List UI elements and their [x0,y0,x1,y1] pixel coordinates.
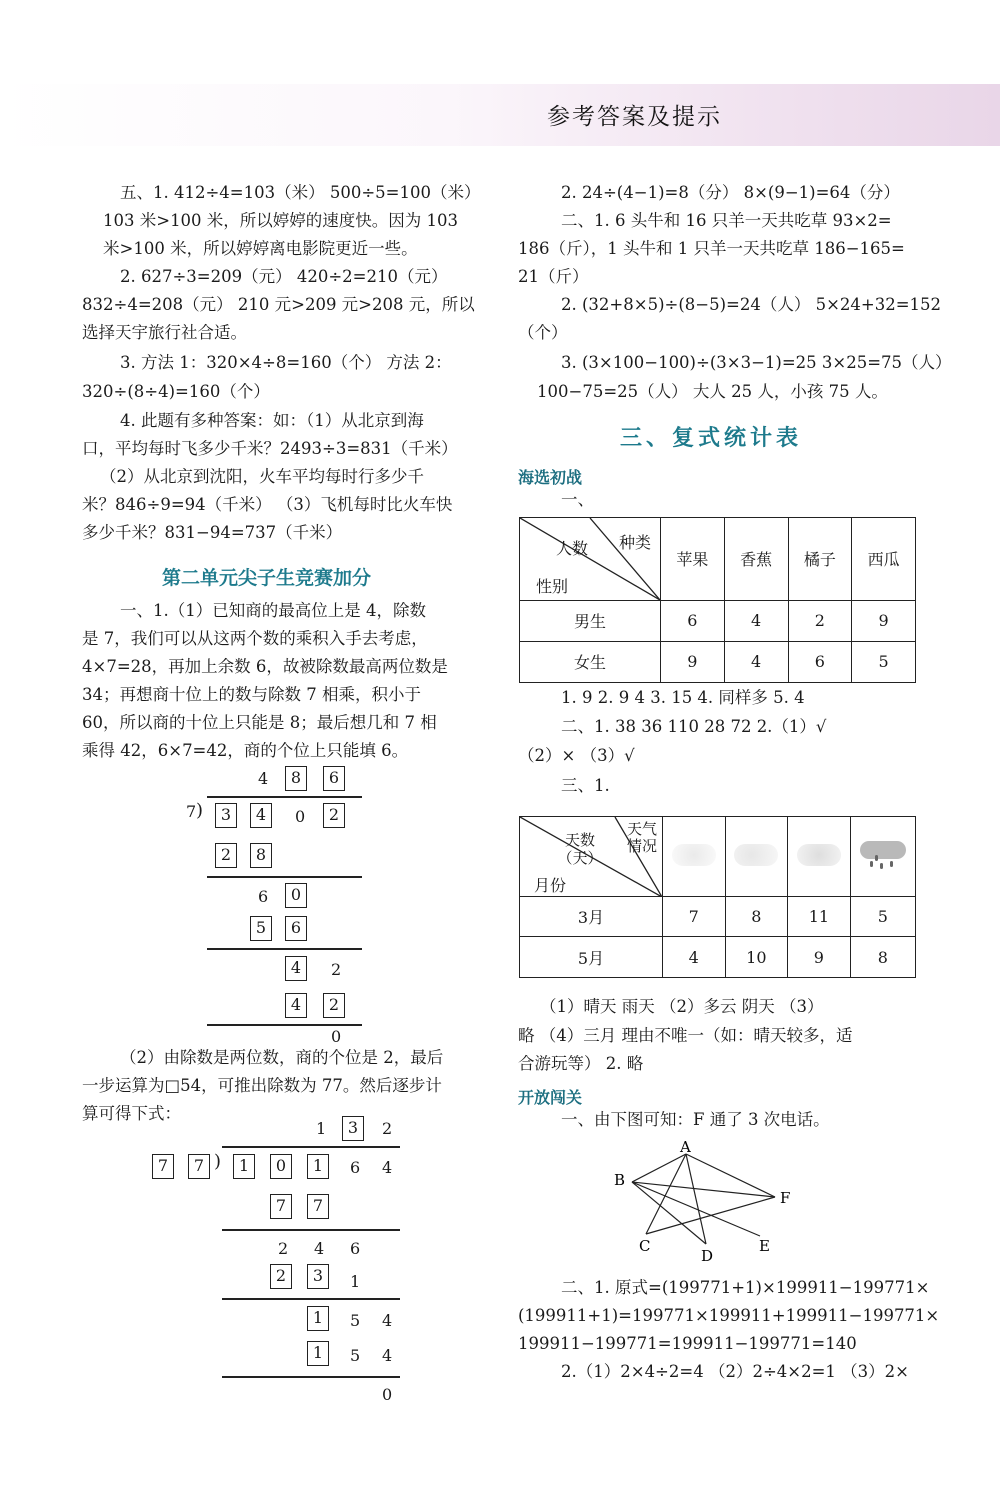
section-title-unit2: 第二单元尖子生竞赛加分 [162,567,372,589]
step-digit: 2 [331,960,342,979]
step-digit: 4 [382,1346,393,1365]
step-box: 4 [285,993,307,1018]
remainder: 0 [331,1027,342,1046]
text-line: 三、1. [561,776,610,795]
dividend-box: 3 [215,803,237,828]
text-line: 二、1. 6 头牛和 16 只羊一天共吃草 93×2= [561,211,892,230]
step-line [222,1229,400,1231]
step-box: 0 [285,883,307,908]
division-bar [207,796,362,798]
stats-table-fruit [519,517,916,683]
step-box: 7 [270,1194,292,1219]
row-label: 3月 [520,897,663,937]
step-line [207,1024,362,1026]
divisor-box: 7 [152,1154,174,1179]
node-label-f: F [780,1189,791,1207]
text-line: 60，所以商的十位上只能是 8；最后想几和 7 相 [82,713,437,732]
corner-label-bottom: 月份 [534,876,567,895]
phone-call-graph [610,1140,830,1265]
table-cell: 2 [788,600,852,641]
step-digit: 6 [258,887,269,906]
division-bar [222,1146,400,1148]
text-line: 34；再想商十位上的数与除数 7 相乘，积小于 [82,685,421,704]
table-cell: 7 [663,897,726,937]
step-box: 4 [285,956,307,981]
label-haixuan: 海选初战 [518,468,583,487]
step-digit: 1 [350,1272,361,1291]
text-line: （2）由除数是两位数，商的个位是 2，最后 [120,1048,444,1067]
table-cell: 6 [788,641,852,682]
table-header: 西瓜 [852,518,916,601]
table-row [520,937,916,978]
node-label-d: D [701,1247,714,1265]
table-cell: 6 [661,600,725,641]
text-line: 合游玩等） 2. 略 [518,1054,644,1073]
corner-label-bottom: 性别 [536,577,569,596]
step-digit: 4 [382,1311,393,1330]
node-label-a: A [680,1140,691,1156]
cloudy-icon [725,817,788,897]
step-line [222,1376,400,1378]
row-label: 女生 [520,641,661,682]
text-line: 算可得下式： [82,1104,181,1123]
corner-label-top: 种类 [619,533,652,552]
node-label-e: E [759,1237,770,1255]
text-line: 103 米>100 米，所以婷婷的速度快。因为 103 [103,211,459,230]
step-digit: 2 [278,1239,289,1258]
text-line: （2）× （3）√ [518,746,635,765]
step-box: 8 [250,843,272,868]
stats-table-weather [519,816,916,978]
dividend-box: 1 [307,1154,329,1179]
step-box: 1 [307,1306,329,1331]
dividend-box: 0 [270,1154,292,1179]
step-line [207,876,362,878]
division-bracket: ) [214,1151,222,1172]
step-box: 2 [270,1264,292,1289]
table-cell: 5 [852,641,916,682]
dividend-box: 4 [250,803,272,828]
table-cell: 8 [850,937,915,978]
step-digit: 6 [350,1239,361,1258]
row-label: 男生 [520,600,661,641]
dividend-digit: 4 [382,1158,393,1177]
text-line: 乘得 42，6×7=42，商的个位上只能填 6。 [82,741,409,760]
text-line: 五、1. 412÷4=103（米） 500÷5=100（米） [120,183,481,202]
step-box: 5 [250,916,272,941]
table-cell: 8 [725,897,788,937]
text-line: 米>100 米，所以婷婷离电影院更近一些。 [103,239,418,258]
section-title-unit3: 三、复式统计表 [620,426,803,451]
corner-label-top: 天气情况 [626,820,657,855]
quotient-box: 8 [285,766,307,791]
text-line: 2.（1）2×4÷2=4 （2）2÷4×2=1 （3）2× [561,1362,909,1381]
text-line: 二、1. 原式=(199771+1)×199911−199771× [561,1278,930,1297]
quotient-digit: 2 [382,1119,393,1138]
quotient-digit: 4 [258,769,269,788]
node-label-c: C [639,1237,651,1255]
step-box: 7 [307,1194,329,1219]
table-cell: 4 [663,937,726,978]
sunny-icon [663,817,726,897]
text-line: 二、1. 38 36 110 28 72 2.（1）√ [561,717,827,736]
divisor: 7 [186,802,197,821]
table-header: 橘子 [788,518,852,601]
corner-label-mid: 天数（天） [557,831,603,867]
text-line: 3. 方法 1：320×4÷8=160（个） 方法 2： [120,353,452,372]
overcast-icon [788,817,851,897]
table-header: 苹果 [661,518,725,601]
text-line: 186（斤），1 头牛和 1 只羊一天共吃草 186−165= [518,239,905,258]
label-kaifang: 开放闯关 [518,1088,583,1107]
text-line: 多少千米？831−94=737（千米） [82,523,343,542]
text-line: (199911+1)=199771×199911+199911−199771× [518,1306,940,1325]
text-line: 21（斤） [518,267,589,286]
step-line [207,948,362,950]
table-cell: 11 [788,897,851,937]
step-digit: 4 [314,1239,325,1258]
text-line: 4×7=28，再加上余数 6，故被除数最高两位数是 [82,657,448,676]
table-cell: 9 [788,937,851,978]
division-bracket: ) [196,800,204,821]
text-line: 1. 9 2. 9 4 3. 15 4. 同样多 5. 4 [561,688,805,707]
quotient-digit: 1 [316,1119,327,1138]
text-line: 选择天宇旅行社合适。 [82,323,247,342]
step-digit: 5 [350,1311,361,1330]
step-box: 6 [285,916,307,941]
header-band [0,84,1000,146]
table-cell: 4 [724,641,788,682]
text-line: 口，平均每时飞多少千米？2493÷3=831（千米） [82,439,458,458]
step-box: 1 [307,1341,329,1366]
quotient-box: 3 [342,1116,364,1141]
table-corner-cell [520,518,661,601]
table-cell: 9 [661,641,725,682]
step-line [222,1298,400,1300]
table-cell: 4 [724,600,788,641]
dividend-digit: 0 [295,807,306,826]
step-box: 2 [323,993,345,1018]
text-line: 2. 24÷(4−1)=8（分） 8×(9−1)=64（分） [561,183,900,202]
corner-label-mid: 人数 [556,539,589,558]
step-box: 3 [307,1264,329,1289]
text-line: 一、由下图可知：F 通了 3 次电话。 [561,1110,830,1129]
step-box: 2 [215,843,237,868]
text-line: （1）晴天 雨天 （2）多云 阴天 （3） [540,997,824,1016]
remainder: 0 [382,1385,393,1404]
text-line: 320÷(8÷4)=160（个） [82,382,270,401]
table-cell: 9 [852,600,916,641]
table-cell: 5 [850,897,915,937]
table-row [520,897,916,937]
divisor-box: 7 [188,1154,210,1179]
text-line: 米？846÷9=94（千米） （3）飞机每时比火车快 [82,495,453,514]
text-line: （2）从北京到沈阳，火车平均每时行多少千 [100,467,424,486]
text-line: 2. (32+8×5)÷(8−5)=24（人） 5×24+32=152 [561,295,942,314]
quotient-box: 6 [323,766,345,791]
text-line: 略 （4）三月 理由不唯一（如：晴天较多，适 [518,1026,853,1045]
text-line: 是 7，我们可以从这两个数的乘积入手去考虑， [82,629,428,648]
text-line: 4. 此题有多种答案：如：（1）从北京到海 [120,411,424,430]
row-label: 5月 [520,937,663,978]
node-label-b: B [614,1171,626,1189]
page-header-title: 参考答案及提示 [547,104,722,130]
table-row [520,600,916,641]
dividend-digit: 6 [350,1158,361,1177]
text-line: 一步运算为□54，可推出除数为 77。然后逐步计 [82,1076,442,1095]
text-line: 3. (3×100−100)÷(3×3−1)=25 3×25=75（人） [561,353,952,372]
text-line: 832÷4=208（元） 210 元>209 元>208 元，所以 [82,295,475,314]
text-line: （个） [518,323,568,342]
table-header: 香蕉 [724,518,788,601]
step-digit: 5 [350,1346,361,1365]
text-line: 2. 627÷3=209（元） 420÷2=210（元） [120,267,448,286]
text-line: 一、 [561,490,594,509]
text-line: 199911−199771=199911−199771=140 [518,1334,857,1353]
dividend-box: 2 [323,803,345,828]
table-row [520,641,916,682]
table-cell: 10 [725,937,788,978]
table-corner-cell [520,817,663,897]
text-line: 一、1.（1）已知商的最高位上是 4，除数 [120,601,426,620]
rainy-icon [850,817,915,897]
text-line: 100−75=25（人） 大人 25 人，小孩 75 人。 [537,382,888,401]
dividend-box: 1 [233,1154,255,1179]
